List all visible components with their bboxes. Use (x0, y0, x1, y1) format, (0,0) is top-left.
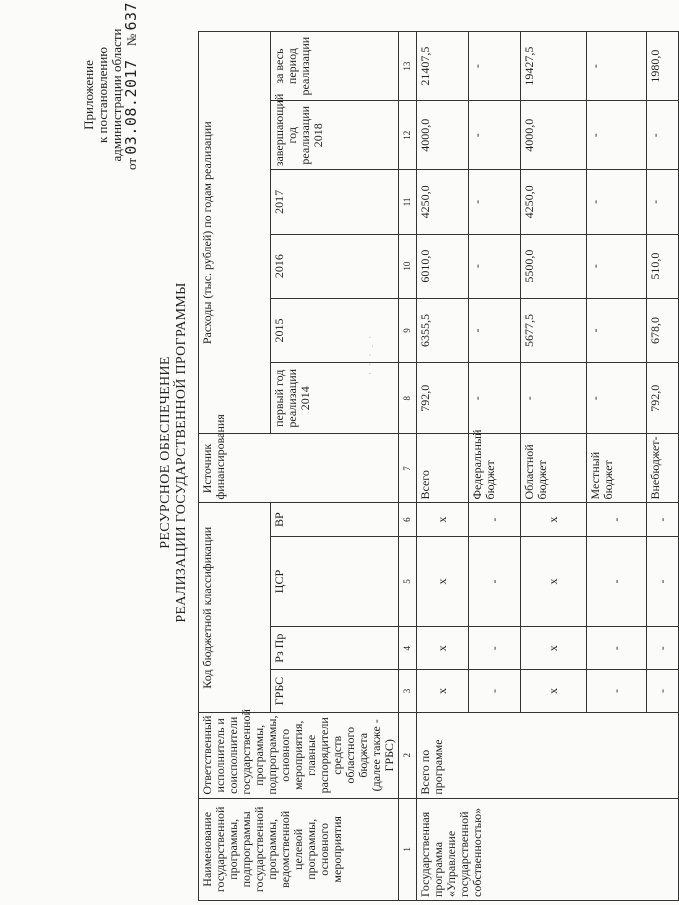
approval-stamp (81, 1, 140, 170)
cell-2014: 792,0 (647, 363, 679, 434)
cell-vr: - (647, 503, 679, 536)
cell-csr: x (417, 536, 469, 626)
cell-rzpr: - (469, 627, 521, 670)
cell-grbs: - (587, 670, 647, 713)
column-numbers-row (399, 32, 417, 901)
cell-2015: - (587, 298, 647, 362)
cell-2017: - (647, 170, 679, 234)
cell-csr: x (521, 536, 587, 626)
cell-2017: - (587, 170, 647, 234)
cell-2018: - (469, 101, 521, 170)
cell-2018: - (587, 101, 647, 170)
approval-date: 03.08.2017 (122, 59, 140, 155)
cell-vr: x (417, 503, 469, 536)
cell-2017: 4250,0 (521, 170, 587, 234)
cell-2015: - (469, 298, 521, 362)
cell-rzpr: - (647, 627, 679, 670)
col-number: 6 (399, 503, 417, 536)
cell-csr: - (587, 536, 647, 626)
cell-total: 21407,5 (417, 32, 469, 101)
header-budget-code: Код бюджетной классификации (199, 503, 271, 712)
cell-2018: 4000,0 (521, 101, 587, 170)
cell-source: Местный бюджет (587, 434, 647, 503)
cell-2018: 4000,0 (417, 101, 469, 170)
document-title: РЕСУРСНОЕ ОБЕСПЕЧЕНИЕ (158, 356, 173, 549)
cell-source: Областной бюджет (521, 434, 587, 503)
cell-vr: - (587, 503, 647, 536)
approval-line-3: администрации области (109, 28, 124, 162)
col-number: 4 (399, 627, 417, 670)
cell-2015: 5677,5 (521, 298, 587, 362)
header-2017: 2017 (271, 170, 399, 234)
cell-grbs: x (521, 670, 587, 713)
header-source: Источник финансирования (199, 434, 399, 503)
scan-noise: · · · . · (365, 333, 375, 375)
cell-total: - (587, 32, 647, 101)
cell-2016: 510,0 (647, 234, 679, 298)
header-grbs: ГРБС (271, 670, 399, 713)
cell-total: 1980,0 (647, 32, 679, 101)
header-vr: ВР (271, 503, 399, 536)
col-number: 1 (399, 798, 417, 900)
cell-grbs: x (417, 670, 469, 713)
cell-2014: - (469, 363, 521, 434)
cell-2015: 6355,5 (417, 298, 469, 362)
approval-number-label: № (124, 33, 139, 47)
col-number: 9 (399, 298, 417, 362)
cell-total: - (469, 32, 521, 101)
header-2016: 2016 (271, 234, 399, 298)
cell-source: Внебюджет- (647, 434, 679, 503)
cell-vr: x (521, 503, 587, 536)
col-number: 8 (399, 363, 417, 434)
cell-2017: 4250,0 (417, 170, 469, 234)
approval-number: 637 (122, 1, 140, 31)
table-row (417, 32, 469, 901)
header-2014: первый год реализации 2014 (271, 363, 399, 434)
header-expenses: Расходы (тыс. рублей) по годам реализации (199, 32, 271, 434)
cell-2017: - (469, 170, 521, 234)
cell-2014: - (587, 363, 647, 434)
col-number: 11 (399, 170, 417, 234)
cell-2016: 5500,0 (521, 234, 587, 298)
col-number: 12 (399, 101, 417, 170)
header-name: Наименование государственной программы, подпрограммы государственной программы, ведомственной целевой программы, основного мероприятия (199, 798, 399, 900)
approval-from-label: от (124, 157, 139, 170)
cell-total: 19427,5 (521, 32, 587, 101)
cell-2018: - (647, 101, 679, 170)
col-number: 5 (399, 536, 417, 626)
header-rzpr: Рз Пр (271, 627, 399, 670)
approval-date-line (122, 1, 140, 170)
cell-2016: 6010,0 (417, 234, 469, 298)
cell-source: Федеральный бюджет (469, 434, 521, 503)
cell-2016: - (587, 234, 647, 298)
cell-2014: 792,0 (417, 363, 469, 434)
header-executor: Ответственный исполнитель и соисполнители государственной программы, подпрограммы, основного мероприятия, главные распорядители средств областного бюджета (далее также - ГРБС) (199, 712, 399, 798)
header-total: за весь период реализации (271, 32, 399, 101)
cell-2016: - (469, 234, 521, 298)
executor-cell: Всего по программе (417, 712, 679, 798)
cell-grbs: - (469, 670, 521, 713)
header-2015: 2015 (271, 298, 399, 362)
cell-rzpr: - (587, 627, 647, 670)
cell-rzpr: x (521, 627, 587, 670)
col-number: 7 (399, 434, 417, 503)
cell-grbs: - (647, 670, 679, 713)
header-csr: ЦСР (271, 536, 399, 626)
header-2018: завершающий год реализации 2018 (271, 101, 399, 170)
col-number: 10 (399, 234, 417, 298)
cell-2014: - (521, 363, 587, 434)
cell-2015: 678,0 (647, 298, 679, 362)
cell-csr: - (647, 536, 679, 626)
cell-csr: - (469, 536, 521, 626)
document-subtitle: РЕАЛИЗАЦИИ ГОСУДАРСТВЕННОЙ ПРОГРАММЫ (174, 282, 189, 623)
col-number: 13 (399, 32, 417, 101)
col-number: 3 (399, 670, 417, 713)
cell-vr: - (469, 503, 521, 536)
col-number: 2 (399, 712, 417, 798)
resource-table (198, 31, 679, 901)
approval-line-1: Приложение (81, 60, 96, 130)
cell-rzpr: x (417, 627, 469, 670)
cell-source: Всего (417, 434, 469, 503)
program-name-cell: Государственная программа «Управление государственной собственностью» (417, 798, 679, 900)
approval-line-2: к постановлению (95, 46, 110, 144)
